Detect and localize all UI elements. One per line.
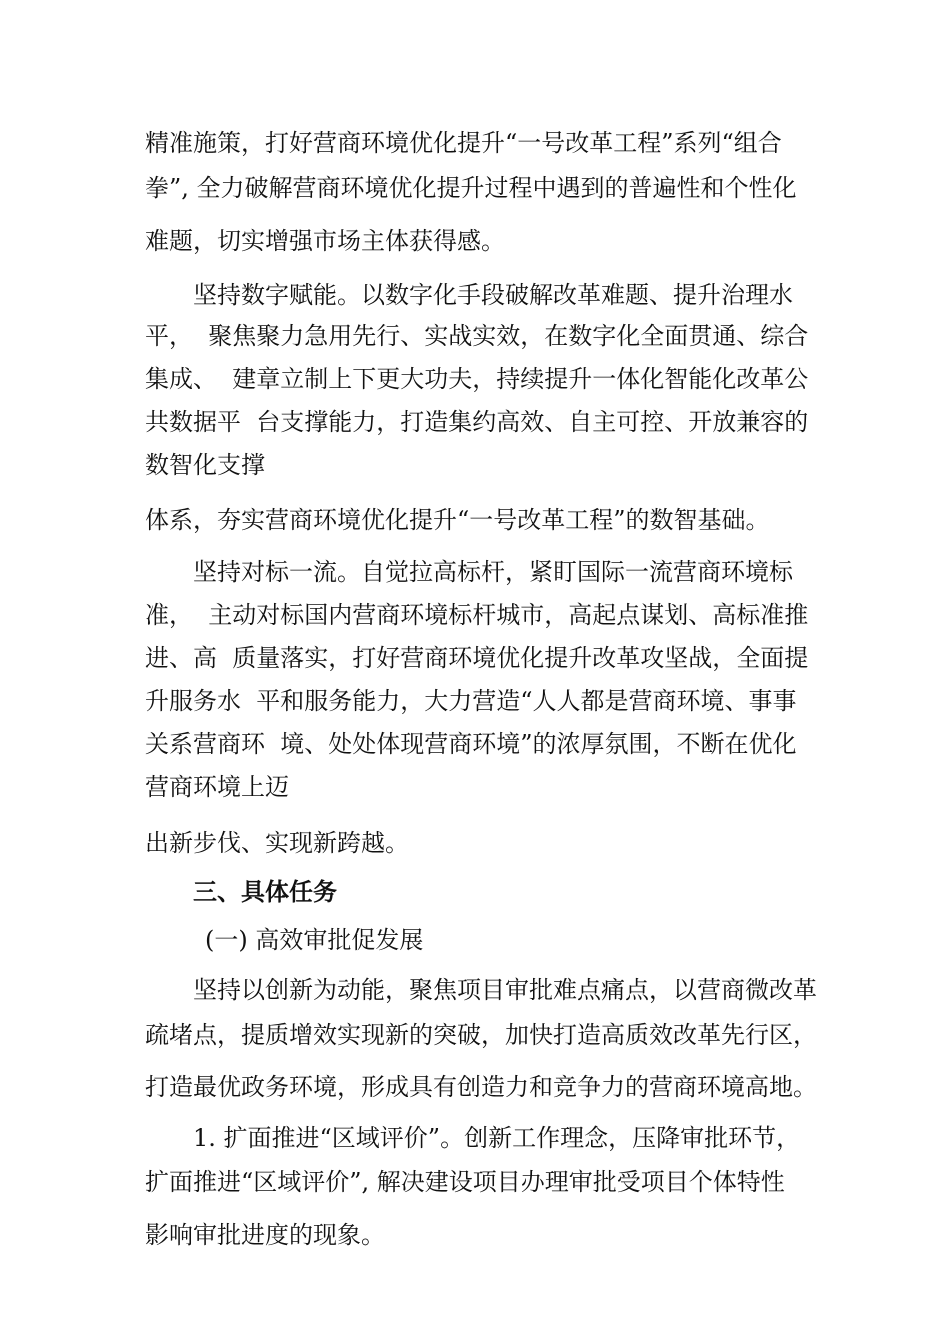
paragraph-line: 坚持对标一流。自觉拉高标杆，紧盯国际一流营商环境标 [193, 558, 793, 586]
paragraph-line: 疏堵点，提质增效实现新的突破，加快打造高质效改革先行区， [145, 1021, 817, 1049]
paragraph-line: 难题，切实增强市场主体获得感。 [145, 227, 505, 255]
paragraph-line: 升服务水 平和服务能力，大力营造“人人都是营商环境、事事 [145, 687, 797, 715]
paragraph-line: 体系，夯实营商环境优化提升“一号改革工程”的数智基础。 [145, 506, 770, 534]
paragraph-line: 扩面推进“区域评价”, 解决建设项目办理审批受项目个体特性 [145, 1168, 785, 1196]
paragraph-line: 进、高 质量落实，打好营商环境优化提升改革攻坚战，全面提 [145, 644, 809, 672]
paragraph-line: 准， 主动对标国内营商环境标杆城市，高起点谋划、高标准推 [145, 601, 809, 629]
paragraph-line: 关系营商环 境、处处体现营商环境”的浓厚氛围，不断在优化 [145, 730, 797, 758]
paragraph-line: 共数据平 台支撑能力，打造集约高效、自主可控、开放兼容的 [145, 408, 809, 436]
paragraph-line: 数智化支撑 [145, 451, 265, 479]
subsection-heading: (一) 高效审批促发展 [205, 926, 424, 954]
paragraph-line: 集成、 建章立制上下更大功夫，持续提升一体化智能化改革公 [145, 365, 809, 393]
paragraph-line: 坚持以创新为动能，聚焦项目审批难点痛点，以营商微改革 [193, 976, 817, 1004]
paragraph-line: 平， 聚焦聚力急用先行、实战实效，在数字化全面贯通、综合 [145, 322, 809, 350]
paragraph-line: 拳”, 全力破解营商环境优化提升过程中遇到的普遍性和个性化 [145, 174, 797, 202]
paragraph-line: 打造最优政务环境，形成具有创造力和竞争力的营商环境高地。 [145, 1073, 817, 1101]
paragraph-line: 出新步伐、实现新跨越。 [145, 829, 409, 857]
section-heading: 三、具体任务 [193, 877, 337, 906]
paragraph-line: 精准施策，打好营商环境优化提升“一号改革工程”系列“组合 [145, 129, 782, 157]
paragraph-line: 营商环境上迈 [145, 773, 289, 801]
paragraph-line: 坚持数字赋能。以数字化手段破解改革难题、提升治理水 [193, 281, 793, 309]
paragraph-line: 影响审批进度的现象。 [145, 1221, 385, 1249]
paragraph-line: 1. 扩面推进“区域评价”。创新工作理念，压降审批环节， [193, 1124, 801, 1152]
